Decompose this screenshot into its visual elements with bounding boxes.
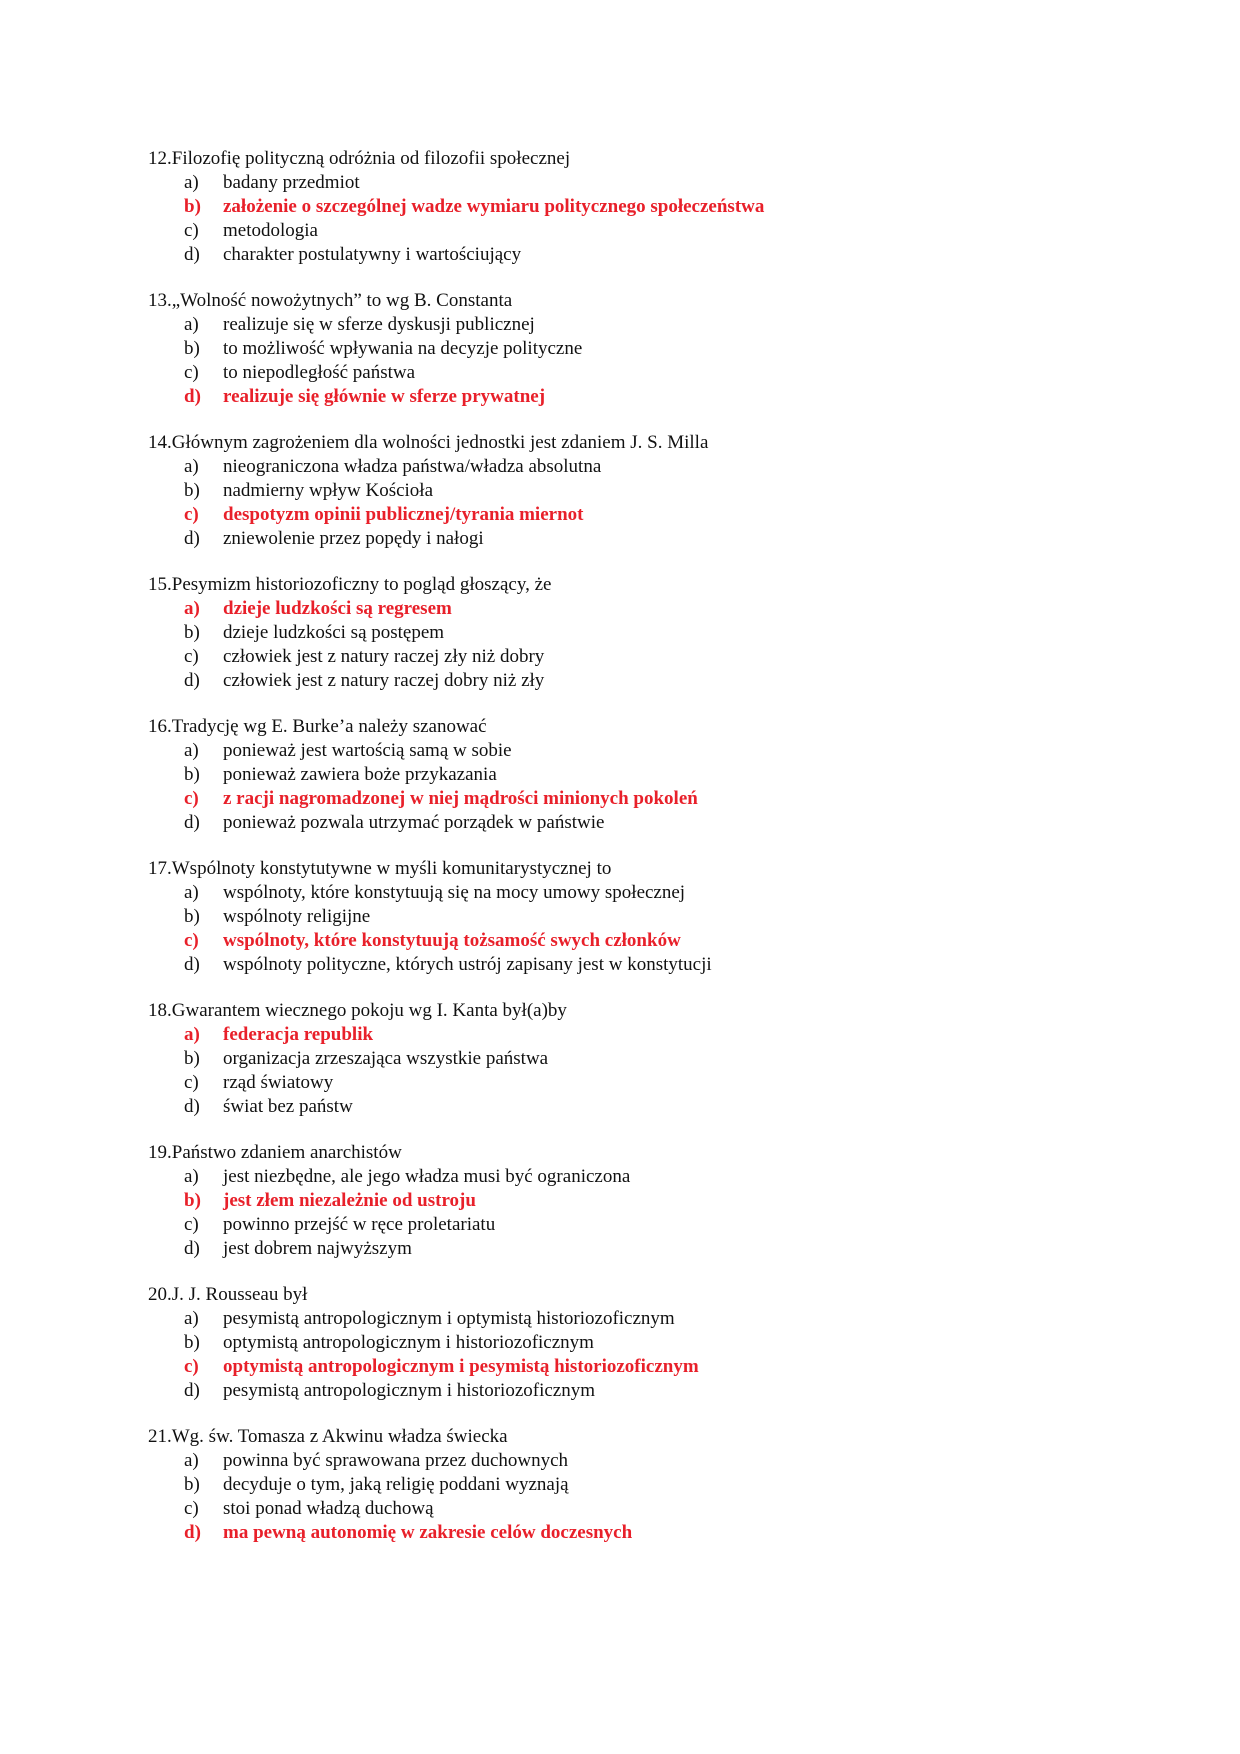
question-block [148,857,1148,977]
answer-text: pesymistą antropologicznym i historiozoficznym [223,1380,596,1401]
answer-letter: a) [184,1308,199,1329]
answer-text: człowiek jest z natury raczej zły niż dobry [223,646,545,667]
answer-letter: d) [184,1238,200,1259]
answer-text: despotyzm opinii publicznej/tyrania miernot [223,504,584,525]
answer-text: to niepodległość państwa [223,362,416,383]
answer-letter: c) [184,1498,199,1519]
answer-option [148,243,1148,267]
answer-option [148,1473,1148,1497]
answer-option [148,527,1148,551]
answer-text: metodologia [223,220,318,241]
answer-text: stoi ponad władzą duchową [223,1498,434,1519]
answer-option [148,669,1148,693]
answer-text: ma pewną autonomię w zakresie celów doczesnych [223,1522,633,1543]
answer-letter: a) [184,598,200,619]
answer-option [148,479,1148,503]
question-block [148,147,1148,267]
answer-option [148,621,1148,645]
answer-option-correct [148,929,1148,953]
question-title: 20.J. J. Rousseau był [148,1284,308,1305]
answer-text: pesymistą antropologicznym i optymistą historiozoficznym [223,1308,675,1329]
question-title: 16.Tradycję wg E. Burke’a należy szanować [148,716,487,737]
question-title: 15.Pesymizm historiozoficzny to pogląd głoszący, że [148,574,552,595]
answer-option [148,219,1148,243]
answer-letter: b) [184,1190,201,1211]
quiz-document [148,147,1148,1567]
answer-text: realizuje się głównie w sferze prywatnej [223,386,546,407]
answer-option [148,313,1148,337]
answer-option [148,1213,1148,1237]
answer-letter: c) [184,504,199,525]
answer-letter: c) [184,930,199,951]
answer-option [148,171,1148,195]
answer-letter: a) [184,740,199,761]
answer-text: wspólnoty polityczne, których ustrój zapisany jest w konstytucji [223,954,712,975]
answer-option-correct [148,597,1148,621]
answer-option [148,361,1148,385]
answer-letter: b) [184,764,200,785]
question-title: 21.Wg. św. Tomasza z Akwinu władza świecka [148,1426,508,1447]
answer-letter: b) [184,1332,200,1353]
answer-letter: c) [184,362,199,383]
answer-option [148,763,1148,787]
answer-option [148,905,1148,929]
answer-option [148,1071,1148,1095]
answer-letter: d) [184,812,200,833]
answer-text: organizacja zrzeszająca wszystkie państwa [223,1048,549,1069]
answer-letter: b) [184,196,201,217]
answer-letter: c) [184,788,199,809]
answer-text: wspólnoty religijne [223,906,371,927]
answer-letter: b) [184,1048,200,1069]
question-title: 17.Wspólnoty konstytutywne w myśli komunitarystycznej to [148,858,612,879]
answer-option-correct [148,385,1148,409]
answer-letter: b) [184,622,200,643]
answer-text: ponieważ pozwala utrzymać porządek w państwie [223,812,605,833]
answer-option [148,953,1148,977]
answer-text: wspólnoty, które konstytuują tożsamość swych członków [223,930,681,951]
answer-text: zniewolenie przez popędy i nałogi [223,528,484,549]
question-title: 12.Filozofię polityczną odróżnia od filozofii społecznej [148,148,571,169]
answer-text: rząd światowy [223,1072,334,1093]
answer-letter: c) [184,220,199,241]
answer-option-correct [148,503,1148,527]
answer-option-correct [148,1189,1148,1213]
answer-option-correct [148,787,1148,811]
answer-text: realizuje się w sferze dyskusji publicznej [223,314,535,335]
answer-letter: c) [184,1214,199,1235]
answer-text: nadmierny wpływ Kościoła [223,480,434,501]
answer-letter: d) [184,1096,200,1117]
answer-option [148,1237,1148,1261]
question-block [148,715,1148,835]
answer-option [148,1307,1148,1331]
answer-option [148,337,1148,361]
question-block [148,999,1148,1119]
question-title: 18.Gwarantem wiecznego pokoju wg I. Kanta był(a)by [148,1000,567,1021]
question-block [148,1141,1148,1261]
answer-option [148,1165,1148,1189]
answer-text: założenie o szczególnej wadze wymiaru politycznego społeczeństwa [223,196,765,217]
answer-option [148,1047,1148,1071]
question-title: 13.„Wolność nowożytnych” to wg B. Constanta [148,290,513,311]
answer-option [148,1379,1148,1403]
answer-text: jest niezbędne, ale jego władza musi być ograniczona [223,1166,631,1187]
answer-option [148,645,1148,669]
question-block [148,573,1148,693]
answer-letter: a) [184,1166,199,1187]
answer-text: człowiek jest z natury raczej dobry niż zły [223,670,545,691]
answer-letter: d) [184,954,200,975]
answer-text: dzieje ludzkości są postępem [223,622,445,643]
answer-letter: a) [184,882,199,903]
answer-letter: d) [184,1522,201,1543]
answer-letter: d) [184,670,200,691]
answer-text: jest dobrem najwyższym [223,1238,412,1259]
answer-letter: b) [184,906,200,927]
question-title: 19.Państwo zdaniem anarchistów [148,1142,402,1163]
answer-letter: a) [184,1024,200,1045]
answer-letter: b) [184,338,200,359]
answer-option [148,1449,1148,1473]
answer-letter: d) [184,528,200,549]
answer-text: ponieważ zawiera boże przykazania [223,764,497,785]
answer-letter: d) [184,386,201,407]
answer-text: świat bez państw [223,1096,353,1117]
answer-text: federacja republik [223,1024,374,1045]
answer-option [148,1095,1148,1119]
answer-option [148,455,1148,479]
question-block [148,1283,1148,1403]
answer-letter: b) [184,480,200,501]
answer-letter: d) [184,1380,200,1401]
answer-text: to możliwość wpływania na decyzje polityczne [223,338,583,359]
answer-text: z racji nagromadzonej w niej mądrości minionych pokoleń [223,788,698,809]
answer-option [148,1331,1148,1355]
answer-text: badany przedmiot [223,172,360,193]
answer-letter: c) [184,1356,199,1377]
answer-letter: a) [184,172,199,193]
answer-letter: c) [184,646,199,667]
question-block [148,431,1148,551]
answer-text: jest złem niezależnie od ustroju [223,1190,476,1211]
answer-option [148,739,1148,763]
answer-letter: d) [184,244,200,265]
answer-letter: a) [184,456,199,477]
answer-option-correct [148,1521,1148,1545]
answer-letter: a) [184,314,199,335]
answer-text: optymistą antropologicznym i historiozoficznym [223,1332,594,1353]
answer-text: nieograniczona władza państwa/władza absolutna [223,456,602,477]
answer-text: decyduje o tym, jaką religię poddani wyznają [223,1474,569,1495]
answer-option [148,1497,1148,1521]
answer-letter: b) [184,1474,200,1495]
answer-option [148,881,1148,905]
answer-text: dzieje ludzkości są regresem [223,598,452,619]
question-block [148,289,1148,409]
answer-text: powinno przejść w ręce proletariatu [223,1214,496,1235]
answer-text: charakter postulatywny i wartościujący [223,244,522,265]
answer-text: wspólnoty, które konstytuują się na mocy umowy społecznej [223,882,686,903]
answer-text: optymistą antropologicznym i pesymistą historiozoficznym [223,1356,699,1377]
answer-text: ponieważ jest wartością samą w sobie [223,740,512,761]
answer-option-correct [148,1023,1148,1047]
answer-option [148,811,1148,835]
question-block [148,1425,1148,1545]
answer-text: powinna być sprawowana przez duchownych [223,1450,569,1471]
answer-option-correct [148,1355,1148,1379]
answer-option-correct [148,195,1148,219]
question-title: 14.Głównym zagrożeniem dla wolności jednostki jest zdaniem J. S. Milla [148,432,709,453]
answer-letter: a) [184,1450,199,1471]
answer-letter: c) [184,1072,199,1093]
